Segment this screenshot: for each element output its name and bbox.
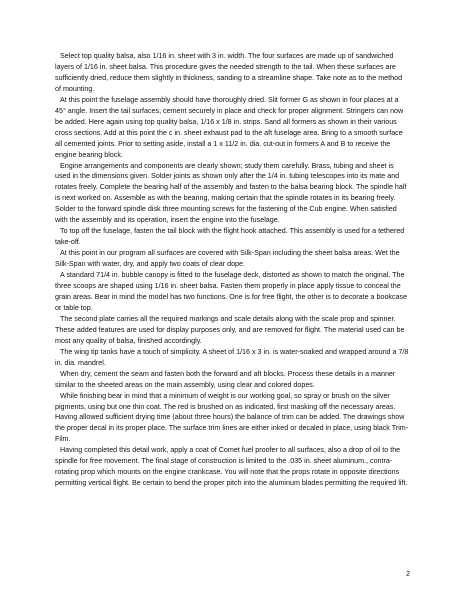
article-body — [55, 51, 409, 489]
paragraph-finishing: While finishing bear in mind that a minimum of weight is our working goal, so spray or brush on the silver pigments, using but one thin coat. The red is brushed on as indicated, first masking off the necessary areas. Having allowed sufficient drying time (about three hours) the balance of trim can be added. The drawings show the proper decal in its proper place. The surface trim lines are either inked or decaled in place, using black Trim-Film. — [55, 391, 409, 444]
paragraph-silk-span-covering: At this point in our program all surfaces are covered with Silk-Span including the sheet balsa areas. Wet the Silk-Span with water, dry, and apply two coats of clear dope. — [55, 249, 400, 269]
page-number: 2 — [406, 571, 410, 578]
paragraph-second-plate: The second plate carries all the required markings and scale details along with the scale prop and spinner. These added features are used for display purposes only, and are removed for flight. The material used can be most any quality of balsa, finished accordingly. — [55, 314, 405, 345]
paragraph-tail-block: To top off the fuselage, fasten the tail block with the flight hook attached. This assembly is used for a tethered take-off. — [55, 227, 405, 247]
paragraph-tail-surfaces: Select top quality balsa, also 1/16 in. sheet with 3 in. width. The four surfaces are made up of sandwiched layers of 1/16 in. sheet balsa. This procedure gives the needed strength to the tail. When these surfaces are sufficiently dried, reduce them slightly in thickness, sanding to a streamline shape. Take note as to the method of mounting. — [55, 52, 403, 93]
paragraph-bubble-canopy: A standard 71/4 in. bubble canopy is fitted to the fuselage deck, distorted as shown to match the original. The three scoops are shaped using 1/16 in. sheet balsa. Fasten them properly in place apply tissue to conceal the grain areas. Bear in mind the model has two functions. One is for free flight, the other is to decorate a bookcase or table top. — [55, 271, 408, 312]
paragraph-fuselage-stringers: At this point the fuselage assembly should have thoroughly dried. Slit former G as shown in four places at a 45° angle. Insert the tail surfaces, cement securely in place and check for proper alignment. Stringers can now be added. Here again using top quality balsa, 1/16 x 1/8 in. strips. Sand all formers as shown in their various cross sections. Add at this point the c in. sheet exhaust pad to the aft fuselage area. Bring to a smooth surface all cemented joints. Prior to setting aside, install a 1 x 11/2 in. dia. cut-out in formers A and B to receive the engine bearing block. — [55, 95, 404, 159]
paragraph-fuel-proofer-prop: Having completed this detail work, apply a coat of Comet fuel proofer to all surfaces, also a drop of oil to the spindle for free movement. The final stage of construction is limited to the .035 in. sheet aluminum., contra-rotating prop which mounts on the engine crankcase. You will note that the props rotate in opposite directions permitting vertical flight. Be certain to bend the proper pitch into the aluminum blades permitting the required lift. — [55, 446, 408, 488]
paragraph-wing-tip-tanks: The wing tip tanks have a touch of simplicity. A sheet of 1/16 x 3 in. is water-soaked and wrapped around a 7/8 in. dia. mandrel. — [55, 347, 409, 367]
paragraph-cement-seam: When dry, cement the seam and fasten both the forward and aft blocks. Process these details in a manner similar to the sheeted areas on the main assembly, using clear and colored dopes. — [55, 369, 396, 389]
paragraph-engine-arrangements: Engine arrangements and components are clearly shown; study them carefully. Brass, tubing and sheet is used in the dimensions given. Solder joints as shown only after the 1/4 in. tubing telescopes into its mate and rotates freely. Complete the bearing half of the assembly and fasten to the balsa bearing block. The spindle half is next worked on. Assemble as with the bearing, making certain that the spindle rotates in its bearing freely. Solder to the forward spindle disk three mounting screws for the fastening of the Cub engine. When satisfied with the assembly and its operation, insert the engine into the fuselage. — [55, 161, 407, 225]
